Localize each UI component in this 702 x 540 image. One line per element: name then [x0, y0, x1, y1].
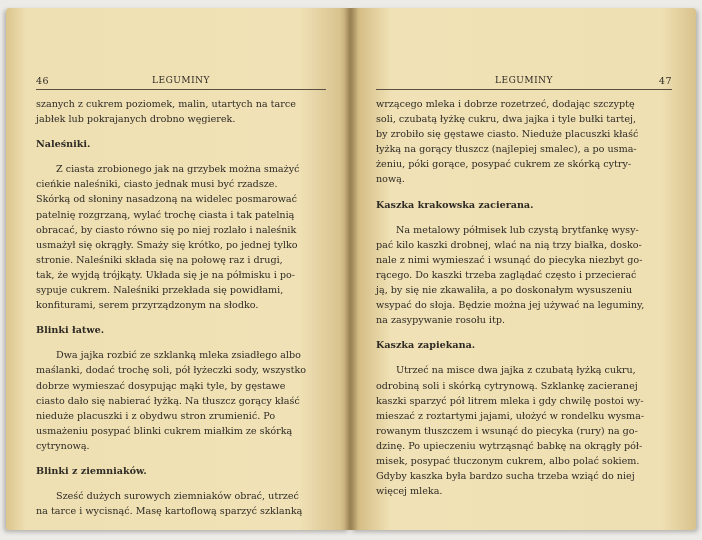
text-line: Gdyby kaszka była bardzo sucha trzeba wziąć do niej [376, 471, 635, 483]
text-line: jabłek lub pokrajanych drobno węgierek. [36, 114, 236, 126]
text-line: wrzącego mleka i dobrze rozetrzeć, dodając szczyptę [376, 99, 635, 110]
text-line: odrobiną soli i skórką cytrynową. Szklankę zacieranej [376, 380, 638, 392]
text-line: nową. [376, 174, 405, 186]
paragraph-gap [376, 353, 672, 363]
text-line: tak, że wyjdą trójkąty. Układa się je na półmisku i po- [36, 269, 296, 281]
text-line: maślanki, dodać trochę soli, pół łyżeczki sody, wszystko [36, 365, 307, 377]
paragraph-gap [36, 313, 326, 323]
right-page-text [376, 97, 672, 499]
paragraph-gap [376, 213, 672, 223]
text-line: wsypać do słoja. Będzie można jej używać na leguminy, [376, 300, 645, 312]
recipe-heading: Kaszka krakowska zacierana. [376, 199, 534, 211]
text-line: Sześć dużych surowych ziemniaków obrać, utrzeć [56, 491, 299, 503]
text-line: żeniu, póki gorące, posypać cukrem ze skórką cytry- [376, 159, 632, 171]
text-line: łyżką na gorący tłuszcz (najlepiej smalec), a po usma- [376, 144, 637, 156]
paragraph-gap [36, 454, 326, 464]
recipe-heading: Blinki łatwe. [36, 325, 105, 337]
text-line: Na metalowy półmisek lub czystą brytfankę wysy- [396, 224, 639, 236]
left-page-header [36, 76, 326, 90]
text-line: na zasypywanie rosołu itp. [376, 315, 506, 327]
running-head: LEGUMINY [152, 76, 210, 86]
text-line: kaszki sparzyć pół litrem mleka i gdy chwilę postoi wy- [376, 395, 644, 407]
right-page [350, 8, 696, 530]
open-book [6, 8, 696, 530]
text-line: Dwa jajka rozbić ze szklanką mleka zsiadłego albo [56, 350, 301, 362]
text-line: rowanym tłuszczem i wsunąć do piecyka (rury) na go- [376, 425, 638, 437]
text-line: nale z nimi wymieszać i wsunąć do piecyka niezbyt go- [376, 254, 643, 266]
text-line: więcej mleka. [376, 486, 443, 498]
text-line: obracać, by ciasto równo się po niej rozlało i naleśnik [36, 224, 297, 236]
text-line: ją, by się nie zkawaliła, a po doskonałym wysuszeniu [376, 285, 633, 297]
text-line: szanych z cukrem poziomek, malin, utartych na tarce [36, 99, 296, 110]
book-spine [344, 8, 358, 530]
recipe-heading: Kaszka zapiekana. [376, 340, 476, 352]
left-page-text [36, 97, 326, 519]
text-line: rącego. Do kaszki trzeba zaglądać często i przecierać [376, 269, 637, 281]
text-line: nieduże placuszki i z obydwu stron zrumienić. Po [36, 410, 276, 422]
text-line: usmażył się okrągły. Smaży się krótko, po jednej tylko [36, 239, 298, 251]
text-line: ciasto dało się nabierać łyżką. Na tłuszcz gorący kłaść [36, 395, 300, 407]
text-line: by zrobiło się gęstawe ciasto. Nieduże placuszki kłaść [376, 129, 639, 141]
paragraph-gap [36, 338, 326, 348]
page-number: 46 [36, 76, 50, 87]
text-line: dzinę. Po upieczeniu wytrząsnąć babkę na okrągły pół- [376, 440, 643, 452]
text-line: misek, posypać tłuczonym cukrem, albo polać sokiem. [376, 455, 640, 467]
paragraph-gap [376, 188, 672, 198]
page-number: 47 [658, 76, 672, 87]
text-line: Z ciasta zrobionego jak na grzybek można smażyć [56, 164, 300, 176]
text-line: usmażeniu posypać blinki cukrem miałkim ze skórką [36, 425, 293, 437]
text-line: stronie. Naleśniki składa się na połowę raz i drugi, [36, 254, 283, 266]
text-line: patelnię rozgrzaną, wylać trochę ciasta i tak patelnią [36, 209, 295, 221]
recipe-heading: Naleśniki. [36, 139, 91, 151]
text-line: Utrzeć na misce dwa jajka z czubatą łyżką cukru, [396, 365, 636, 377]
paragraph-gap [36, 152, 326, 162]
paragraph-gap [376, 328, 672, 338]
text-line: mieszać z roztartymi jajami, ułożyć w rondelku wysma- [376, 410, 645, 422]
text-line: pać kilo kaszki drobnej, wlać na nią trzy białka, dosko- [376, 239, 642, 251]
paragraph-gap [36, 479, 326, 489]
text-line: na tarce i wycisnąć. Masę kartoflową sparzyć szklanką [36, 506, 303, 518]
text-line: sypuje cukrem. Naleśniki przekłada się powidłami, [36, 285, 284, 297]
text-line: cieńkie naleśniki, ciasto jednak musi być rzadsze. [36, 179, 278, 191]
text-line: konfiturami, serem przyrządzonym na słodko. [36, 300, 259, 312]
running-head: LEGUMINY [495, 76, 553, 86]
text-line: Skórką od słoniny nasadzoną na widelec posmarować [36, 194, 298, 206]
text-line: soli, czubatą łyżkę cukru, dwa jajka i tyle bułki tartej, [376, 114, 637, 126]
recipe-heading: Blinki z ziemniaków. [36, 465, 147, 477]
left-page [6, 8, 350, 530]
text-line: dobrze wymieszać dosypując mąki tyle, by gęstawe [36, 380, 286, 392]
paragraph-gap [36, 127, 326, 137]
text-line: cytrynową. [36, 440, 90, 452]
right-page-header [376, 76, 672, 90]
